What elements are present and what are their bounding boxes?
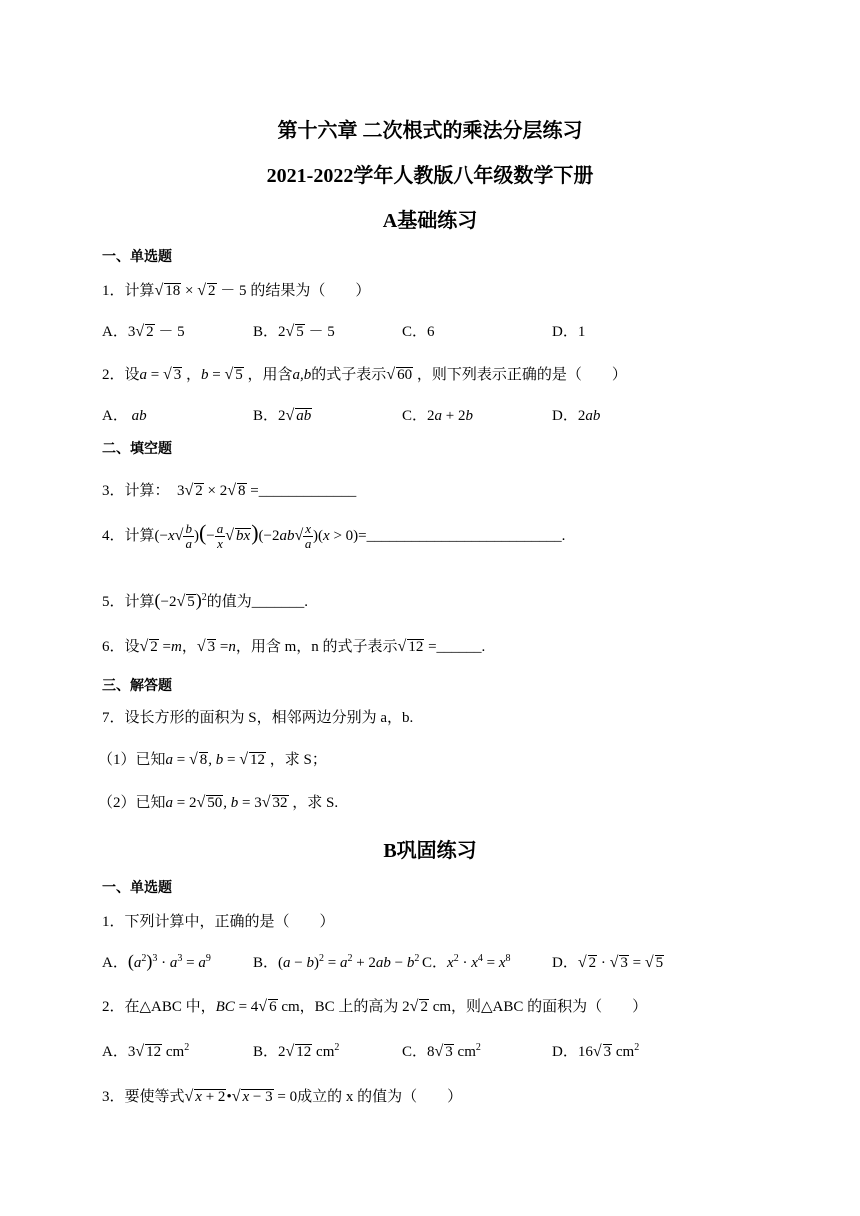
part-a-heading: A基础练习	[382, 210, 478, 232]
option-b2-a: A．3√ 12 $cm^2$	[102, 1042, 190, 1060]
part-b-heading: B巩固练习	[383, 840, 477, 862]
question-a5: 5．计算(−2√ 5)$^2$的值为_______.	[102, 590, 309, 610]
question-a1: 1．计算√ 18 × √ 2 － 5 的结果为（ ）	[102, 282, 371, 299]
question-b2: 2．在△ABC 中，BC = 4√ 6 cm，BC 上的高为 2√ 2 cm，则△ABC 的面积为（ ）	[102, 998, 648, 1015]
option-b2-d: D．16√ 3 $cm^2$	[552, 1042, 640, 1060]
option-a2-c: C．2a + 2b	[402, 408, 473, 424]
option-b1-b: B．$(a - b)^2 = a^2 + 2ab - b^2$	[253, 953, 420, 971]
question-a7: 7．设长方形的面积为 S，相邻两边分别为 a，b.	[102, 710, 414, 726]
question-b3: 3．要使等式√ x + 2•√ x − 3 = 0成立的 x 的值为（ ）	[102, 1088, 463, 1105]
question-a2: 2．设a = √ 3 ，b = √ 5 ，用含a,b的式子表示√ 60 ，则下列表示正确的是（ ）	[102, 366, 627, 383]
question-a7-part1: （1）已知a = √ 8, b = √ 12 ，求 S；	[98, 751, 327, 768]
doc-title-line1: 第十六章 二次根式的乘法分层练习	[277, 120, 583, 142]
option-a1-d: D．1	[552, 324, 586, 340]
option-b1-d: D．√ 2 · √ 3 = √ 5	[552, 954, 664, 971]
option-a2-b: B．2√ ab	[253, 407, 312, 424]
section-a-solve: 三、解答题	[102, 679, 172, 694]
section-a-fill-blank: 二、填空题	[102, 442, 172, 457]
section-b-single-choice: 一、单选题	[102, 881, 172, 896]
option-b2-c: C．8√ 3 $cm^2$	[402, 1042, 481, 1060]
option-a1-a: A．3√ 2 － 5	[102, 323, 185, 340]
question-a4: 4．计算(−x√ $\frac{b}{a}$ )(− $\frac{a}{x}$ √ bx)(−2ab√ $\frac{x}{a}$ )(x > 0)=__________________________.	[102, 520, 566, 552]
option-b1-c: C．$x^2 \cdot x^4 = x^8$	[422, 953, 511, 971]
question-a6: 6．设√ 2 =m，√ 3 =n，用含 m，n 的式子表示√ 12 =______.	[102, 638, 486, 655]
question-a7-part2: （2）已知a = 2√ 50, b = 3√ 32 ，求 S.	[98, 794, 339, 811]
option-a1-c: C．6	[402, 324, 435, 340]
section-a-single-choice: 一、单选题	[102, 250, 172, 265]
option-a1-b: B．2√ 5 － 5	[253, 323, 335, 340]
option-a2-d: D．2ab	[552, 408, 601, 424]
doc-title-line2: 2021-2022学年人教版八年级数学下册	[266, 165, 594, 187]
question-a3: 3．计算： 3√ 2 × 2√ 8 =_____________	[102, 482, 357, 499]
option-b1-a: A．$(a^2)^3 \cdot a^3 = a^9$	[102, 951, 211, 971]
option-b2-b: B．2√ 12 $cm^2$	[253, 1042, 340, 1060]
question-b1: 1．下列计算中，正确的是（ ）	[102, 914, 335, 930]
option-a2-a: A． ab	[102, 408, 147, 424]
